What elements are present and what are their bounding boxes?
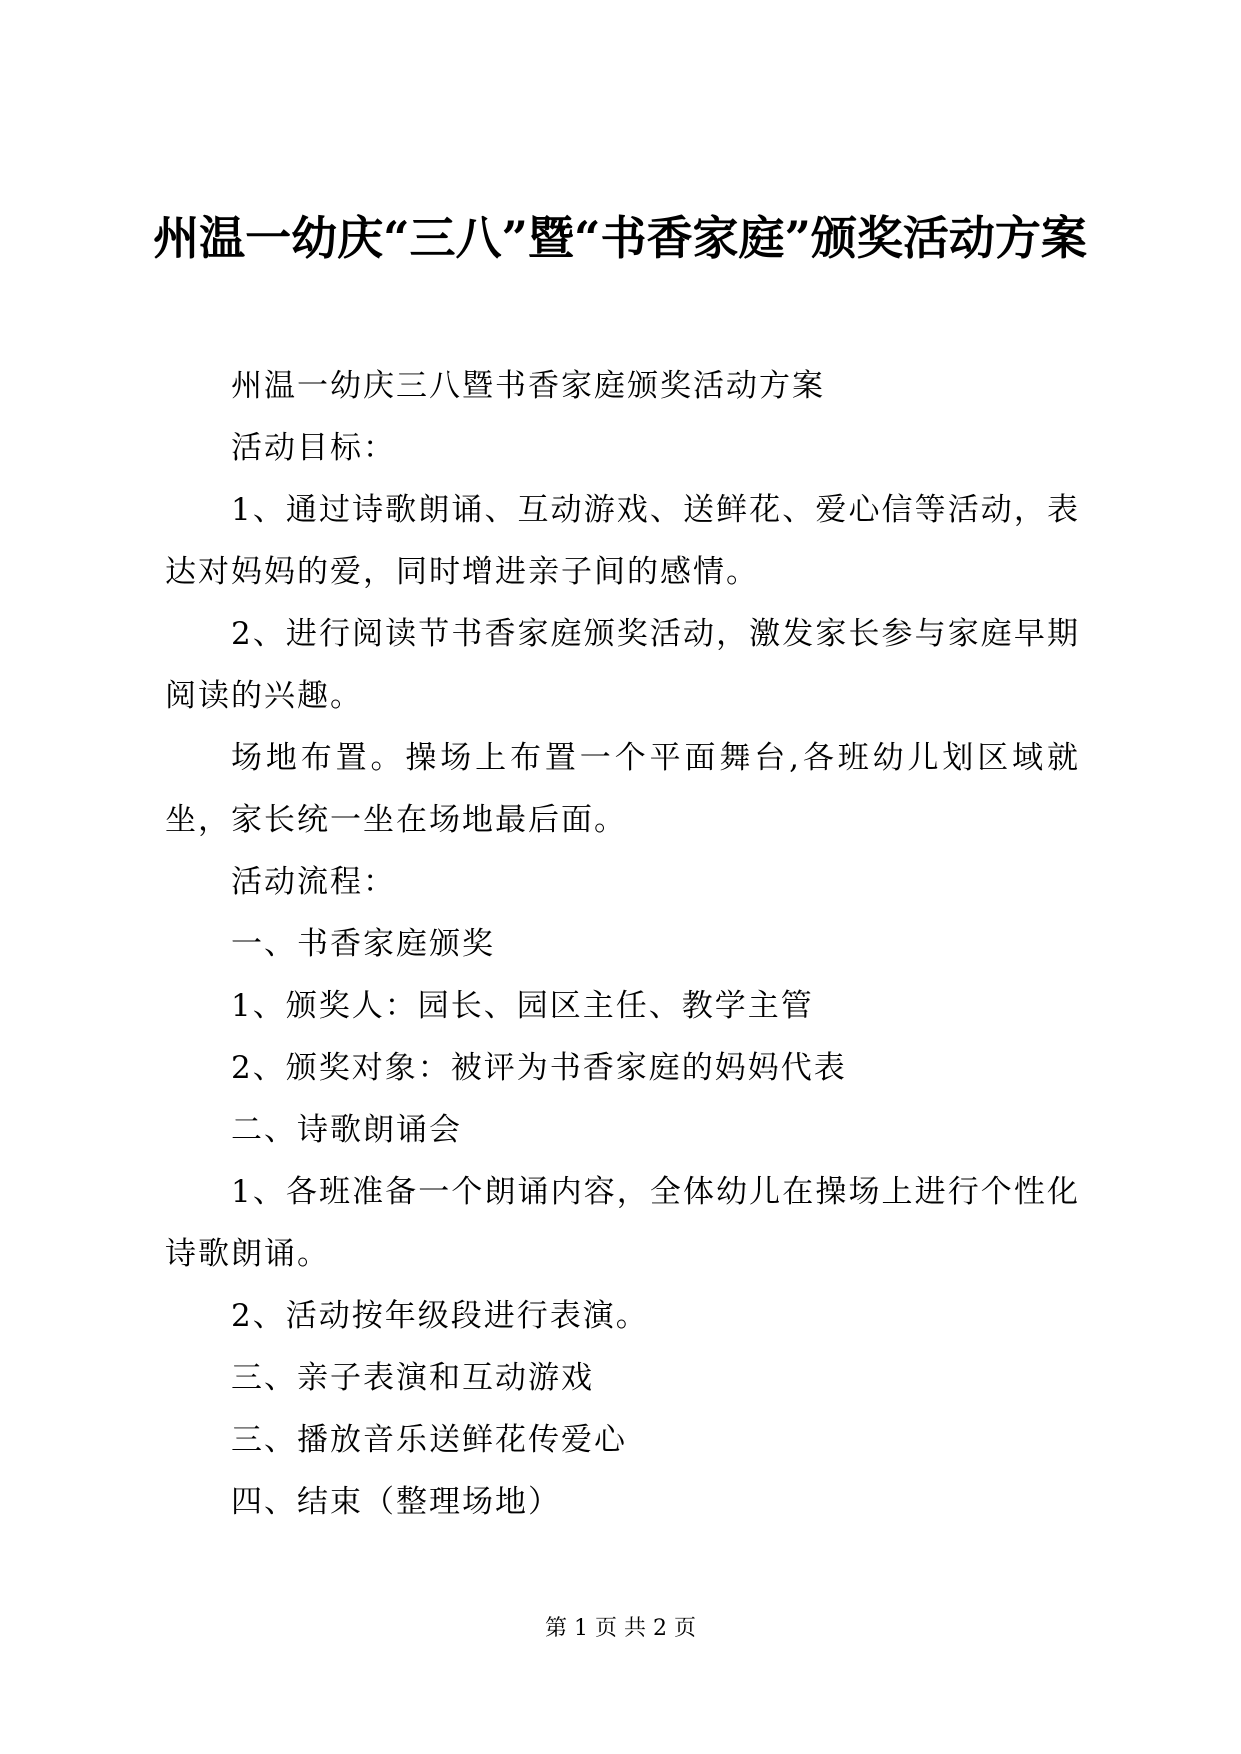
paragraph-process-heading: 活动流程： — [231, 864, 396, 900]
paragraph-venue: 场地布置。操场上布置一个平面舞台,各班幼儿划区域就坐，家长统一坐在场地最后面。 — [165, 740, 1080, 838]
page-footer: 第 1 页 共 2 页 — [545, 1616, 696, 1641]
paragraph-section-1-item-1: 1、颁奖人：园长、园区主任、教学主管 — [231, 988, 814, 1024]
paragraph-section-1: 一、书香家庭颁奖 — [231, 926, 495, 962]
paragraph-goals-heading: 活动目标： — [231, 430, 396, 466]
paragraph-section-4: 四、结束（整理场地） — [231, 1484, 561, 1520]
paragraph-section-2: 二、诗歌朗诵会 — [231, 1112, 462, 1148]
paragraph-section-1-item-2: 2、颁奖对象：被评为书香家庭的妈妈代表 — [231, 1050, 847, 1086]
paragraph-section-2-item-2: 2、活动按年级段进行表演。 — [231, 1298, 649, 1334]
paragraph-goal-2: 2、进行阅读节书香家庭颁奖活动，激发家长参与家庭早期阅读的兴趣。 — [165, 616, 1080, 714]
document-title: 州温一幼庆“三八”暨“书香家庭”颁奖活动方案 — [153, 211, 1087, 265]
paragraph-section-2-item-1: 1、各班准备一个朗诵内容，全体幼儿在操场上进行个性化诗歌朗诵。 — [165, 1174, 1080, 1272]
paragraph-subtitle: 州温一幼庆三八暨书香家庭颁奖活动方案 — [231, 368, 825, 404]
document-body — [165, 355, 1080, 1533]
paragraph-goal-1: 1、通过诗歌朗诵、互动游戏、送鲜花、爱心信等活动，表达对妈妈的爱，同时增进亲子间的感情。 — [165, 492, 1080, 590]
paragraph-section-3b: 三、播放音乐送鲜花传爱心 — [231, 1422, 627, 1458]
paragraph-section-3: 三、亲子表演和互动游戏 — [231, 1360, 594, 1396]
